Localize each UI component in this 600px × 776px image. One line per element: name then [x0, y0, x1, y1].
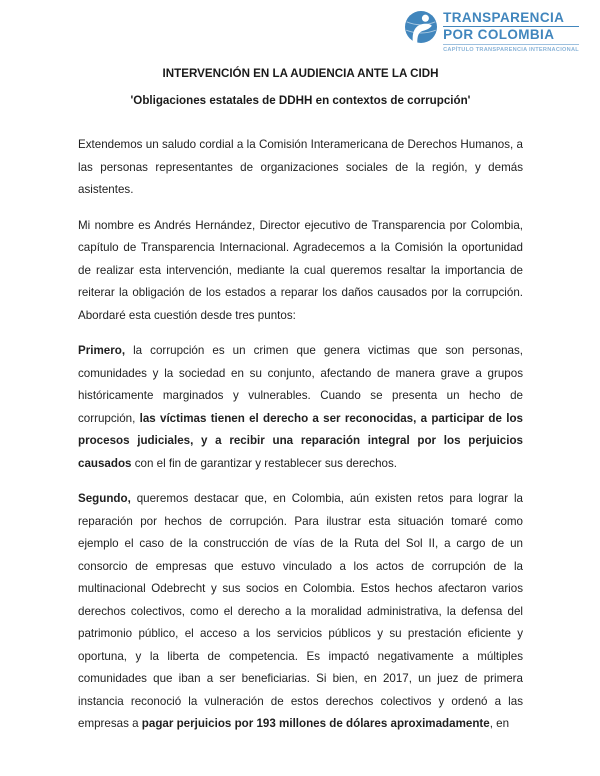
text-segment: las víctimas tienen el derecho a ser reconocidas, a participar de los procesos judiciales, y a recibir una reparación integral por los perjuicios causados: [78, 411, 523, 470]
text-segment: Segundo,: [78, 492, 131, 505]
paragraph-introduction: [78, 215, 523, 328]
text-segment: queremos destacar que, en Colombia, aún existen retos para lograr la reparación por hechos de corrupción. Para ilustrar esta situación tomaré como ejemplo el caso de la construcción de vías de la Ruta del Sol II, a cargo de un consorcio de empresas que estuvo vinculado a los actos de corrupción de la multinacional Odebrecht y sus socios en Colombia. Estos hechos afectaron varios derechos colectivos, como el derecho a la moralidad administrativa, la defensa del patrimonio público, el acceso a los servicios públicos y su prestación eficiente y oportuna, y la liberta de competencia. Es impactó negativamente a múltiples comunidades que iban a ser beneficiarias. Si bien, en 2017, un juez de primera instancia reconoció la vulneración de estos derechos colectivos y ordenó a las empresas a: [78, 492, 523, 730]
logo-line2: POR COLOMBIA: [443, 27, 555, 42]
logo-line1: TRANSPARENCIA: [443, 10, 565, 25]
paragraph-primero: [78, 340, 523, 475]
document-body: [78, 0, 523, 736]
paragraph-greeting: [78, 134, 523, 202]
text-segment: pagar perjuicios por 193 millones de dólares aproximadamente: [141, 717, 490, 730]
text-segment: Primero,: [78, 344, 126, 357]
text-segment: la corrupción es un crimen que genera victimas que son personas, comunidades y la sociedad en su conjunto, afectando de manera grave a grupos históricamente marginados y vulnerables. Cuando se presenta un hecho de corrupción,: [78, 344, 523, 425]
text-segment: Mi nombre es Andrés Hernández, Director ejecutivo de Transparencia por Colombia, capítulo de Transparencia Internacional. Agradecemos a la Comisión la oportunidad de realizar esta intervención, mediante la cual queremos resaltar la importancia de reiterar la obligación de los estados a reparar los daños causados por la corrupción. Abordaré esta cuestión desde tres puntos:: [78, 218, 523, 322]
text-segment: , en: [489, 717, 510, 730]
text-segment: Extendemos un saludo cordial a la Comisión Interamericana de Derechos Humanos, a las personas representantes de organizaciones sociales de la región, y demás asistentes.: [78, 138, 523, 196]
text-segment: con el fin de garantizar y restablecer sus derechos.: [131, 456, 398, 470]
paragraph-segundo: [78, 488, 523, 736]
document-title: INTERVENCIÓN EN LA AUDIENCIA ANTE LA CIDH: [162, 67, 439, 80]
logo-caption: CAPÍTULO TRANSPARENCIA INTERNACIONAL: [443, 46, 579, 53]
document-subtitle: 'Obligaciones estatales de DDHH en contextos de corrupción': [130, 94, 471, 107]
